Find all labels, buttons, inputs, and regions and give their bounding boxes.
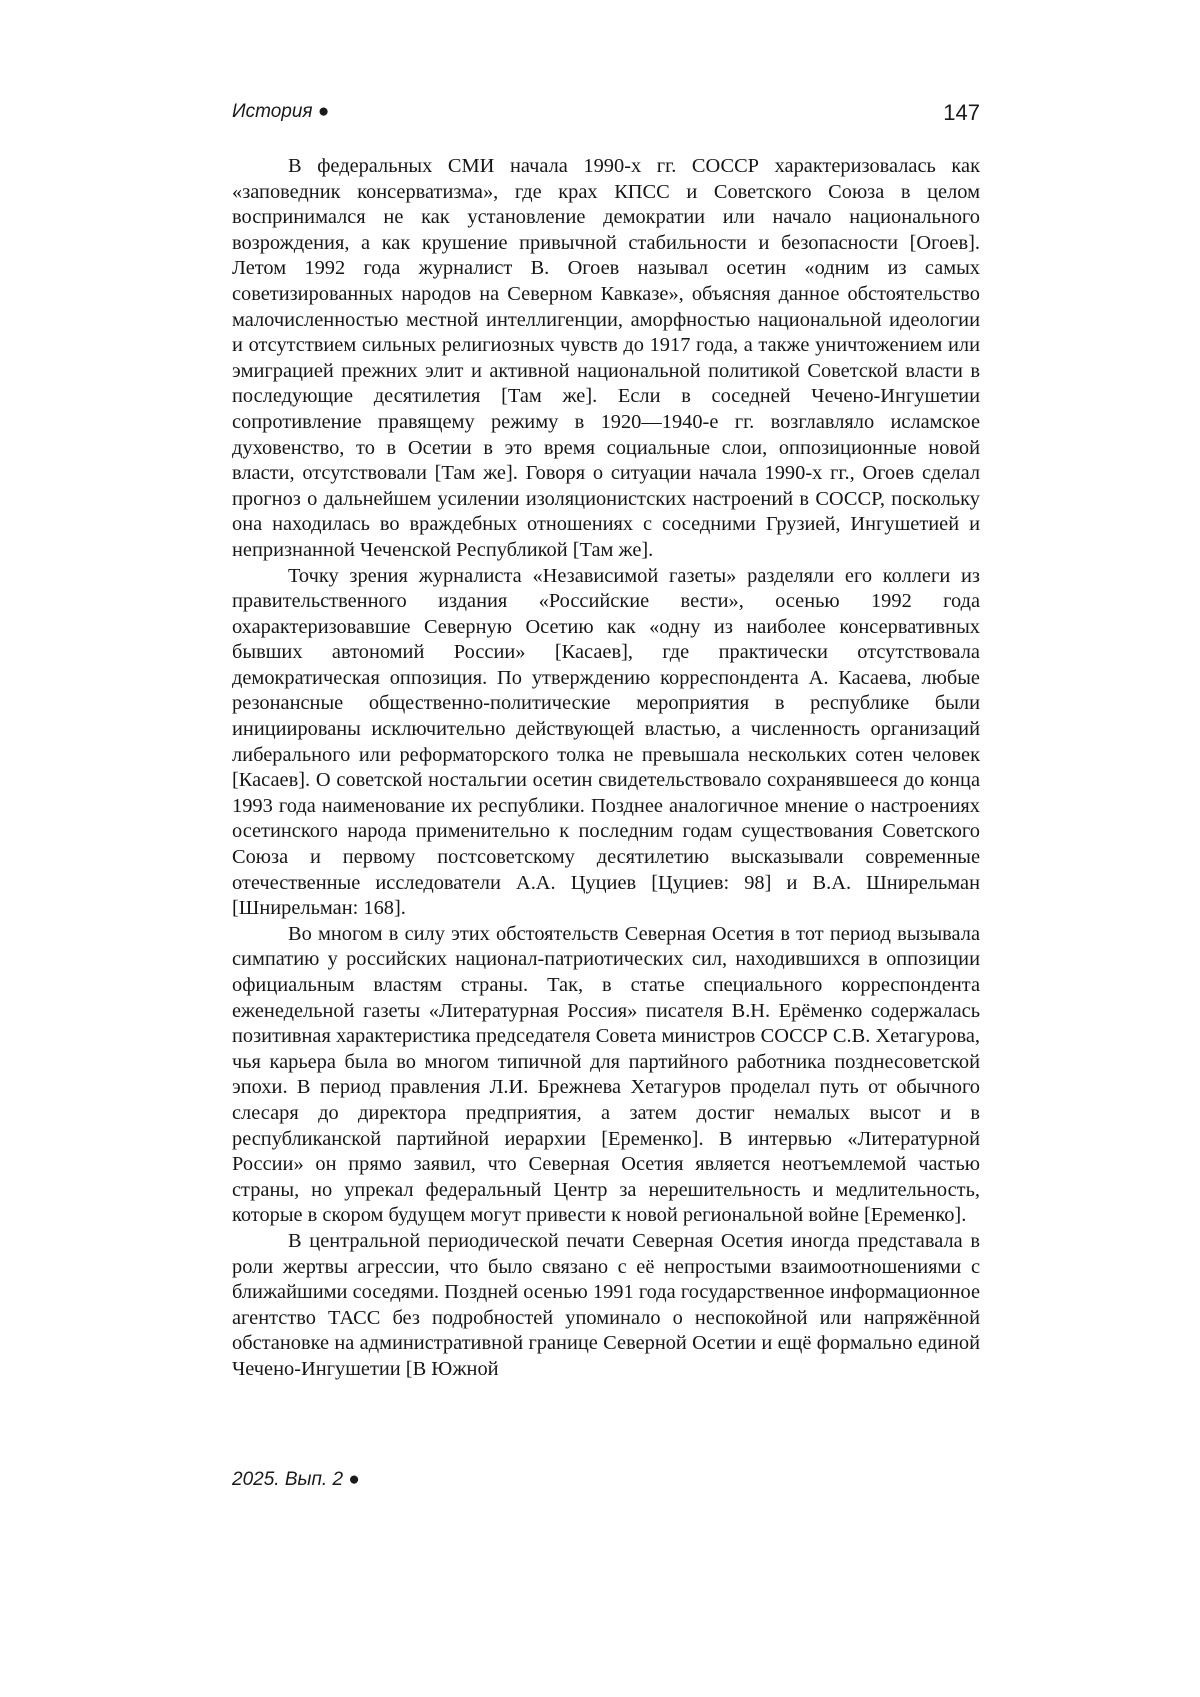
running-head: История ● <box>232 101 329 123</box>
journal-page <box>0 0 1200 1697</box>
paragraph-4: В центральной периодической печати Северная Осетия иногда представала в роли жертвы агрессии, что было связано с её непростыми взаимоотношениями с ближайшими соседями. Поздней осенью 1991 года государственное информационное агентство ТАСС без подробностей упоминало о неспокойной или напряжённой обстановке на административной границе Северной Осетии и ещё формально единой Чечено-Ингушетии [В Южной <box>232 1229 980 1383</box>
article-body <box>232 154 980 1383</box>
paragraph-3: Во многом в силу этих обстоятельств Северная Осетия в тот период вызывала симпатию у российских национал-патриотических сил, находившихся в оппозиции официальным властям страны. Так, в статье специального корреспондента еженедельной газеты «Литературная Россия» писателя В.Н. Ерёменко содержалась позитивная характеристика председателя Совета министров СОССР С.В. Хетагурова, чья карьера была во многом типичной для партийного работника позднесоветской эпохи. В период правления Л.И. Брежнева Хетагуров проделал путь от обычного слесаря до директора предприятия, а затем достиг немалых высот и в республиканской партийной иерархии [Еременко]. В интервью «Литературной России» он прямо заявил, что Северная Осетия является неотъемлемой частью страны, но упрекал федеральный Центр за нерешительность и медлительность, которые в скором будущем могут привести к новой региональной войне [Еременко]. <box>232 922 980 1229</box>
paragraph-1: В федеральных СМИ начала 1990-х гг. СОССР характеризовалась как «заповедник консерватизма», где крах КПСС и Советского Союза в целом воспринимался не как установление демократии или начало национального возрождения, а как крушение привычной стабильности и безопасности [Огоев]. Летом 1992 года журналист В. Огоев называл осетин «одним из самых советизированных народов на Северном Кавказе», объясняя данное обстоятельство малочисленностью местной интеллигенции, аморфностью национальной идеологии и отсутствием сильных религиозных чувств до 1917 года, а также уничтожением или эмиграцией прежних элит и активной национальной политикой Советской власти в последующие десятилетия [Там же]. Если в соседней Чечено-Ингушетии сопротивление правящему режиму в 1920—1940-е гг. возглавляло исламское духовенство, то в Осетии в это время социальные слои, оппозиционные новой власти, отсутствовали [Там же]. Говоря о ситуации начала 1990-х гг., Огоев сделал прогноз о дальнейшем усилении изоляционистских настроений в СОССР, поскольку она находилась во враждебных отношениях с соседними Грузией, Ингушетией и непризнанной Чеченской Республикой [Там же]. <box>232 154 980 564</box>
paragraph-2: Точку зрения журналиста «Независимой газеты» разделяли его коллеги из правительственного издания «Российские вести», осенью 1992 года охарактеризовавшие Северную Осетию как «одну из наиболее консервативных бывших автономий России» [Касаев], где практически отсутствовала демократическая оппозиция. По утверждению корреспондента А. Касаева, любые резонансные общественно-политические мероприятия в республике были инициированы исключительно действующей властью, а численность организаций либерального или реформаторского толка не превышала нескольких сотен человек [Касаев]. О советской ностальгии осетин свидетельствовало сохранявшееся до конца 1993 года наименование их республики. Позднее аналогичное мнение о настроениях осетинского народа применительно к последним годам существования Советского Союза и первому постсоветскому десятилетию высказывали современные отечественные исследователи А.А. Цуциев [Цуциев: 98] и В.А. Шнирельман [Шнирельман: 168]. <box>232 564 980 922</box>
page-number: 147 <box>943 100 980 126</box>
running-foot: 2025. Вып. 2 ● <box>232 1469 360 1491</box>
